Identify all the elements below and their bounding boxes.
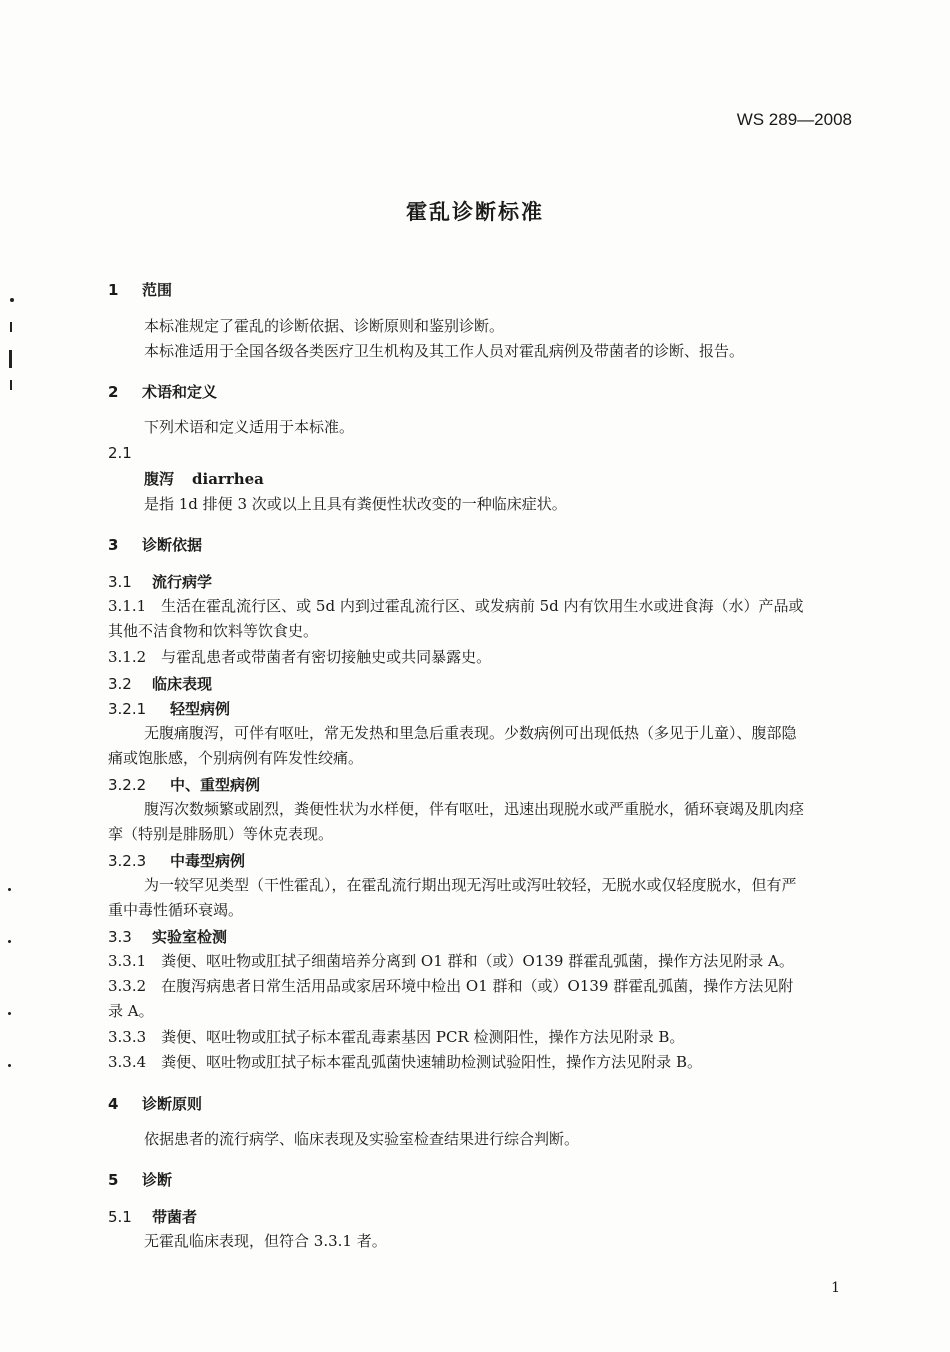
page-title: 霍乱诊断标准 (406, 200, 544, 224)
scan-mark (10, 322, 12, 332)
term-definition: 是指 1d 排便 3 次或以上且具有粪便性状改变的一种临床症状。 (144, 495, 567, 513)
paragraph: 无霍乱临床表现，但符合 3.3.1 者。 (144, 1232, 387, 1250)
paragraph: 3.1.2 与霍乱患者或带菌者有密切接触史或共同暴露史。 (108, 648, 492, 666)
term-entry (144, 466, 854, 492)
subsection-heading: 3.2.2 中、重型病例 (108, 776, 261, 794)
subsection-heading: 5.1 带菌者 (108, 1208, 198, 1226)
subsection-title: 中毒型病例 (170, 852, 246, 870)
paragraph: 无腹痛腹泻，可伴有呕吐，常无发热和里急后重表现。少数病例可出现低热（多见于儿童）、腹部隐 (144, 724, 797, 742)
section-number: 5 (108, 1171, 119, 1189)
standard-code: WS 289—2008 (736, 110, 852, 129)
subsection-title: 流行病学 (152, 573, 213, 591)
section-number: 2 (108, 383, 119, 401)
paragraph: 3.3.1 粪便、呕吐物或肛拭子细菌培养分离到 O1 群和（或）O139 群霍乱弧菌，操作方法见附录 A。 (108, 952, 794, 970)
subsection-heading: 3.2.3 中毒型病例 (108, 852, 246, 870)
term-chinese: 腹泻 (144, 470, 175, 488)
paragraph: 3.1.1 生活在霍乱流行区、或 5d 内到过霍乱流行区、或发病前 5d 内有饮用生水或进食海（水）产品或 (108, 597, 804, 615)
paragraph: 挛（特别是腓肠肌）等休克表现。 (108, 825, 334, 843)
scan-mark (8, 1064, 11, 1067)
subsection-number: 2.1 (108, 444, 132, 462)
scan-mark (8, 888, 11, 891)
paragraph: 为一较罕见类型（干性霍乱），在霍乱流行期出现无泻吐或泻吐较轻，无脱水或仅轻度脱水，但有严 (144, 876, 797, 894)
subsection-title: 轻型病例 (170, 700, 231, 718)
subsection-heading: 3.3 实验室检测 (108, 928, 228, 946)
paragraph: 痛或饱胀感，个别病例有阵发性绞痛。 (108, 749, 364, 767)
paragraph: 本标准适用于全国各级各类医疗卫生机构及其工作人员对霍乱病例及带菌者的诊断、报告。 (144, 342, 745, 360)
paragraph: 下列术语和定义适用于本标准。 (144, 418, 355, 436)
section-title: 诊断依据 (142, 536, 203, 554)
paragraph: 重中毒性循环衰竭。 (108, 901, 244, 919)
section-number: 1 (108, 281, 119, 299)
paragraph: 依据患者的流行病学、临床表现及实验室检查结果进行综合判断。 (144, 1130, 580, 1148)
subsection-heading: 3.2 临床表现 (108, 675, 213, 693)
section-title: 诊断 (142, 1171, 173, 1189)
scan-mark (8, 1012, 11, 1015)
paragraph: 腹泻次数频繁或剧烈，粪便性状为水样便，伴有呕吐，迅速出现脱水或严重脱水，循环衰竭及肌肉痉 (144, 800, 805, 818)
section-number: 3 (108, 536, 119, 554)
section-number: 4 (108, 1095, 119, 1113)
scan-mark (8, 940, 11, 943)
section-title: 术语和定义 (142, 383, 218, 401)
subsection-title: 临床表现 (152, 675, 213, 693)
section-title: 诊断原则 (142, 1095, 203, 1113)
page-number: 1 (831, 1280, 840, 1296)
subsection-title: 实验室检测 (152, 928, 228, 946)
paragraph: 其他不洁食物和饮料等饮食史。 (108, 622, 319, 640)
subsection-heading: 3.1 流行病学 (108, 573, 213, 591)
section-title: 范围 (142, 281, 173, 299)
subsection-title: 中、重型病例 (170, 776, 261, 794)
section-heading (108, 534, 202, 555)
paragraph: 录 A。 (108, 1002, 154, 1020)
paragraph: 3.3.2 在腹泻病患者日常生活用品或家居环境中检出 O1 群和（或）O139 群霍乱弧菌，操作方法见附 (108, 977, 794, 995)
paragraph: 3.3.4 粪便、呕吐物或肛拭子标本霍乱弧菌快速辅助检测试验阳性，操作方法见附录 B。 (108, 1053, 702, 1071)
paragraph: 本标准规定了霍乱的诊断依据、诊断原则和鉴别诊断。 (144, 317, 505, 335)
scan-mark (10, 380, 12, 390)
paragraph: 3.3.3 粪便、呕吐物或肛拭子标本霍乱毒素基因 PCR 检测阳性，操作方法见附录 B。 (108, 1028, 685, 1046)
section-heading (108, 1093, 202, 1114)
scan-mark (10, 298, 14, 302)
term-english: diarrhea (192, 470, 264, 488)
section-heading (108, 381, 217, 402)
scan-mark (9, 350, 12, 368)
subsection-heading: 3.2.1 轻型病例 (108, 700, 231, 718)
section-heading (108, 279, 172, 300)
section-heading (108, 1169, 172, 1190)
subsection-title: 带菌者 (152, 1208, 198, 1226)
